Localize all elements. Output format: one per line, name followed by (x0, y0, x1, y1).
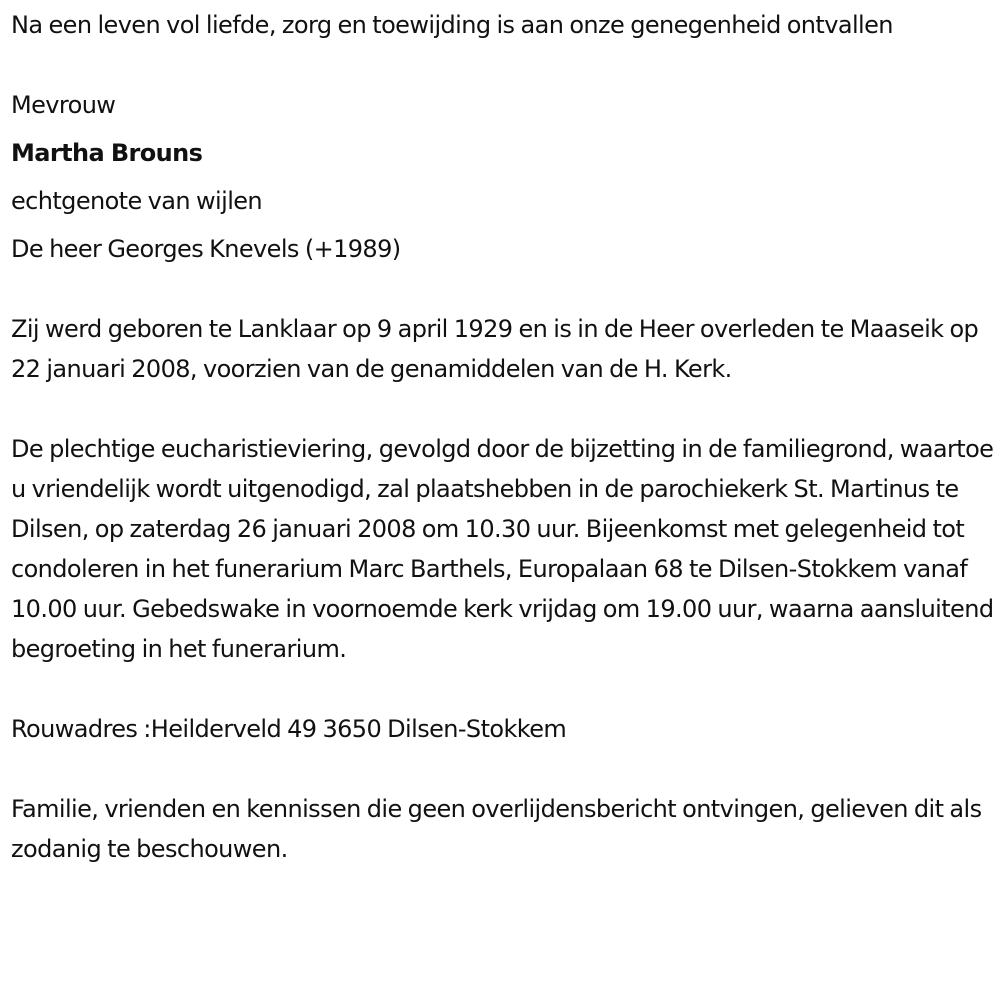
birth-death-paragraph: Zij werd geboren te Lanklaar op 9 april 1929 en is in de Heer overleden te Maaseik op 22 januari 2008, voorzien van de genamiddelen van de H. Kerk. (11, 315, 979, 383)
spacer (11, 669, 996, 709)
spacer (11, 389, 996, 429)
salutation: Mevrouw (11, 91, 116, 119)
deceased-name: Martha Brouns (11, 139, 203, 167)
mourning-address: Rouwadres :Heilderveld 49 3650 Dilsen-Stokkem (11, 715, 567, 743)
spacer (11, 749, 996, 789)
spacer (11, 45, 996, 85)
ceremony-paragraph: De plechtige eucharistieviering, gevolgd door de bijzetting in de familiegrond, waartoe u vriendelijk wordt uitgenodigd, zal plaatshebben in de parochiekerk St. Martinus te Dilsen, op zaterdag 26 januari 2008 om 10.30 uur. Bijeenkomst met gelegenheid tot condoleren in het funerarium Marc Barthels, Europalaan 68 te Dilsen-Stokkem vanaf 10.00 uur. Gebedswake in voornoemde kerk vrijdag om 19.00 uur, waarna aansluitend begroeting in het funerarium. (11, 435, 994, 663)
spouse-name: De heer Georges Knevels (+1989) (11, 235, 401, 263)
closing-paragraph: Familie, vrienden en kennissen die geen overlijdensbericht ontvingen, gelieven dit als zodanig te beschouwen. (11, 795, 982, 863)
spacer (11, 269, 996, 309)
intro-paragraph: Na een leven vol liefde, zorg en toewijding is aan onze genegenheid ontvallen (11, 11, 893, 39)
relation-text: echtgenote van wijlen (11, 187, 263, 215)
